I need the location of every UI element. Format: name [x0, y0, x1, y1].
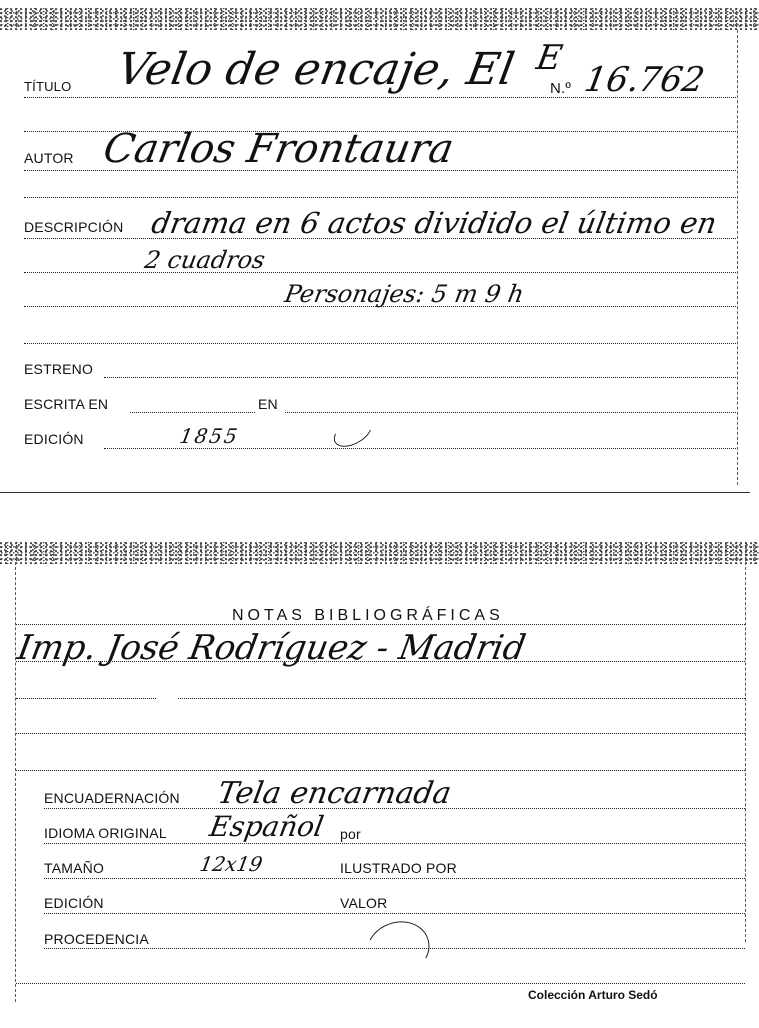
card-left-edge — [15, 562, 16, 1002]
scan-noise-band — [0, 8, 759, 30]
estreno-label: ESTRENO — [24, 361, 94, 377]
blank-line-5 — [24, 343, 736, 344]
escrita-line — [130, 412, 255, 413]
edicion-label: EDICIÓN — [24, 431, 84, 447]
valor-label: VALOR — [340, 895, 388, 911]
edicion-value: 1855 — [177, 424, 242, 448]
blank-line-4 — [24, 306, 736, 307]
card-right-edge — [745, 562, 746, 942]
blank-line-c — [16, 770, 745, 771]
personajes-value: Personajes: 5 m 9 h — [282, 280, 527, 308]
notas-title: NOTAS BIBLIOGRÁFICAS — [232, 607, 504, 624]
idioma-line — [44, 843, 745, 844]
idioma-value: Español — [207, 810, 327, 843]
collection-credit: Colección Arturo Sedó — [528, 988, 658, 1002]
blank-line-a2 — [178, 698, 745, 699]
blank-line-a1 — [16, 698, 156, 699]
procedencia-label: PROCEDENCIA — [44, 931, 149, 947]
autor-value: Carlos Frontaura — [99, 126, 458, 172]
procedencia-line — [44, 948, 745, 949]
idioma-label: IDIOMA ORIGINAL — [44, 825, 167, 841]
autor-line — [24, 170, 736, 171]
titulo-label: TÍTULO — [24, 79, 72, 94]
descripcion-line-1: drama en 6 actos dividido el último en — [149, 206, 720, 240]
escrita-label: ESCRITA EN — [24, 396, 109, 412]
scan-noise-band — [0, 542, 759, 564]
descripcion-line — [24, 238, 736, 239]
ilustrado-label: ILUSTRADO POR — [340, 860, 457, 876]
titulo-line — [24, 97, 736, 98]
autor-label: AUTOR — [24, 150, 74, 166]
edicion-label: EDICIÓN — [44, 895, 104, 911]
tamano-value: 12x19 — [197, 852, 265, 876]
stamp-mark — [359, 913, 438, 986]
notas-line — [16, 624, 745, 625]
catalog-card-front — [0, 0, 759, 495]
imprenta-value: Imp. José Rodríguez - Madrid — [14, 628, 529, 668]
card-bottom-edge — [0, 492, 750, 493]
descripcion-label: DESCRIPCIÓN — [24, 219, 124, 235]
edicion-line — [44, 913, 745, 914]
encuadernacion-line — [44, 808, 745, 809]
estreno-line — [104, 377, 736, 378]
blank-line-d — [16, 983, 745, 984]
blank-line-b — [16, 733, 745, 734]
catalog-card-back — [0, 540, 759, 1028]
blank-line-3 — [24, 272, 736, 273]
tamano-line — [44, 878, 745, 879]
numero-value: 16.762 — [581, 60, 708, 100]
encuadernacion-value: Tela encarnada — [214, 776, 454, 811]
escrita-en-label: EN — [258, 396, 278, 412]
stamp-mark — [329, 411, 377, 453]
titulo-value: Velo de encaje, El — [113, 44, 519, 95]
imprenta-line — [16, 661, 745, 662]
por-label: por — [340, 826, 361, 842]
encuadernacion-label: ENCUADERNACIÓN — [44, 790, 180, 806]
card-right-edge — [737, 30, 738, 485]
edicion-line — [104, 448, 736, 449]
tamano-label: TAMAÑO — [44, 860, 105, 876]
signature-code: E — [533, 38, 566, 78]
en-line — [285, 412, 736, 413]
numero-label: N.º — [550, 80, 572, 97]
blank-line-2 — [24, 197, 736, 198]
descripcion-line-2: 2 cuadros — [142, 246, 268, 274]
